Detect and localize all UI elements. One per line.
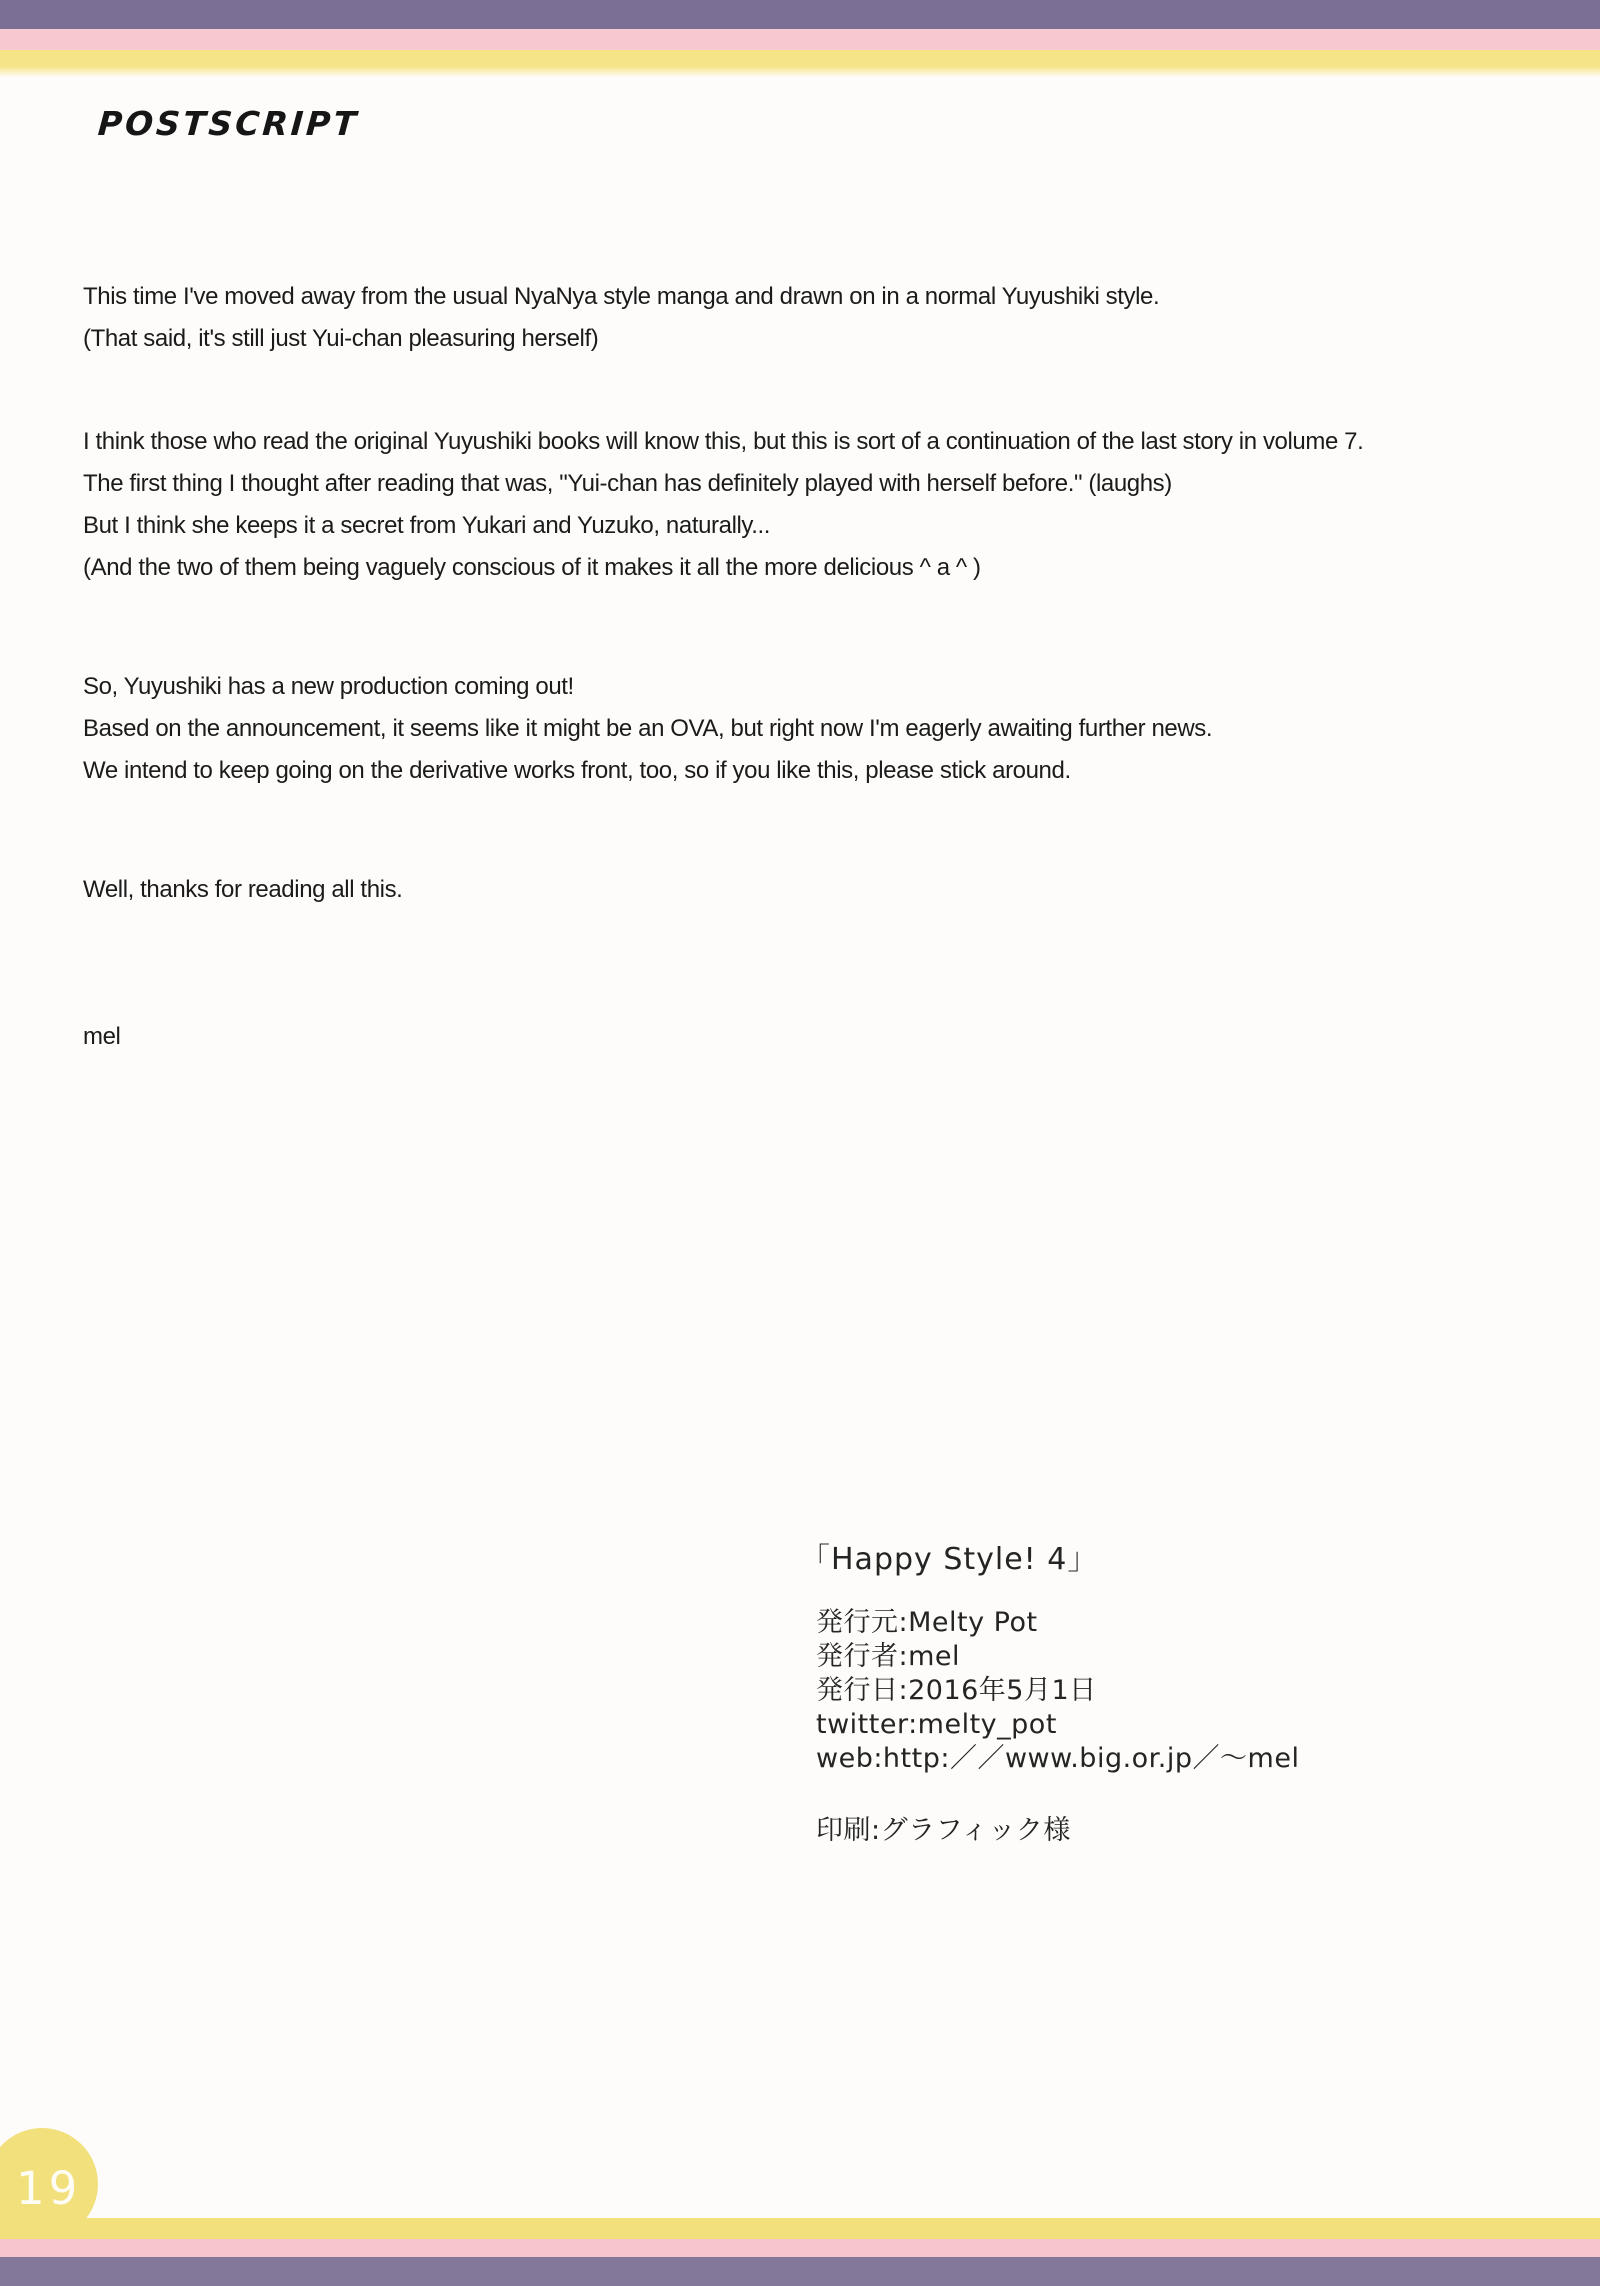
paragraph-line: mel <box>83 1023 121 1050</box>
colophon-date: 発行日:2016年5月1日 <box>816 1675 1097 1706</box>
paragraph-2 <box>83 421 1583 589</box>
paragraph-1 <box>83 276 1583 360</box>
paragraph-line: The first thing I thought after reading that was, "Yui-chan has definitely played with herself before." (laughs) <box>83 470 1172 497</box>
top-yellow-band <box>0 50 1600 77</box>
paragraph-line: This time I've moved away from the usual NyaNya style manga and drawn on in a normal Yuyushiki style. <box>83 283 1160 310</box>
colophon-web: web:http:／／www.big.or.jp／〜mel <box>816 1743 1300 1774</box>
top-pink-band <box>0 29 1600 50</box>
paragraph-3 <box>83 666 1583 792</box>
bottom-pink-band <box>0 2239 1600 2257</box>
colophon-printer: 印刷:グラフィック様 <box>816 1815 1071 1846</box>
colophon-details <box>816 1606 1299 1776</box>
colophon-publisher: 発行元:Melty Pot <box>816 1607 1038 1638</box>
paragraph-line: Based on the announcement, it seems like it might be an OVA, but right now I'm eagerly awaiting further news. <box>83 715 1213 742</box>
page-title: POSTSCRIPT <box>96 104 361 143</box>
page-number: 19 <box>16 2162 82 2215</box>
paragraph-line: (And the two of them being vaguely conscious of it makes it all the more delicious ^ a ^ ) <box>83 554 981 581</box>
paragraph-line: We intend to keep going on the derivative works front, too, so if you like this, please stick around. <box>83 757 1071 784</box>
colophon-title: 「Happy Style! 4」 <box>800 1542 1099 1577</box>
paragraph-line: So, Yuyushiki has a new production coming out! <box>83 673 574 700</box>
paragraph-line: Well, thanks for reading all this. <box>83 876 403 903</box>
paragraph-line: (That said, it's still just Yui-chan pleasuring herself) <box>83 325 599 352</box>
closing-line <box>83 869 1583 911</box>
colophon-author: 発行者:mel <box>816 1641 961 1672</box>
bottom-purple-band <box>0 2257 1600 2286</box>
paragraph-line: But I think she keeps it a secret from Yukari and Yuzuko, naturally... <box>83 512 771 539</box>
author-signature <box>83 1016 1583 1058</box>
colophon-twitter: twitter:melty_pot <box>816 1709 1057 1740</box>
bottom-yellow-band <box>0 2218 1600 2239</box>
top-purple-band <box>0 0 1600 29</box>
paragraph-line: I think those who read the original Yuyushiki books will know this, but this is sort of a continuation of the last story in volume 7. <box>83 428 1364 455</box>
